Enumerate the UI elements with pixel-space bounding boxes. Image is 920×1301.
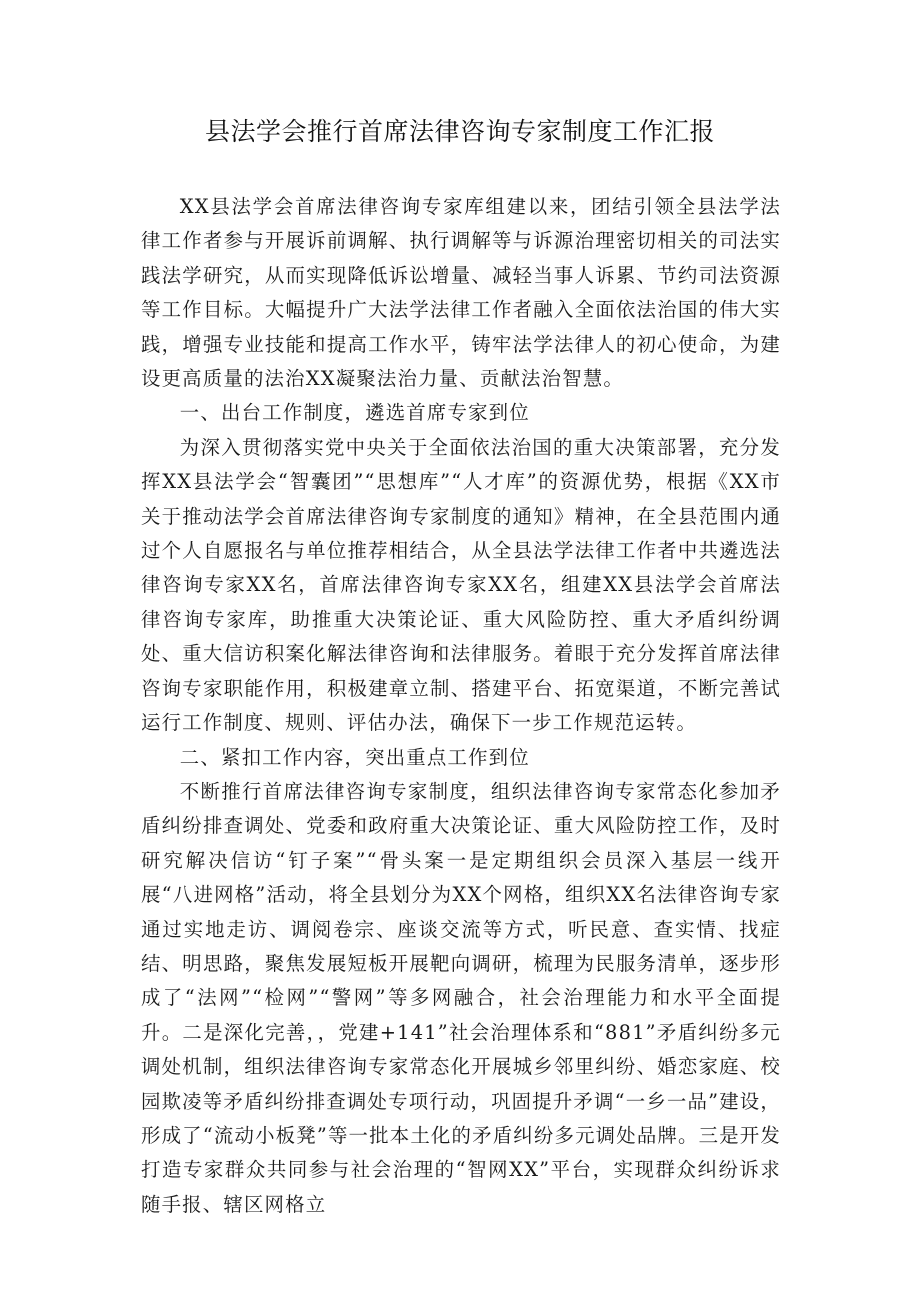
section-2-paragraph: 不断推行首席法律咨询专家制度，组织法律咨询专家常态化参加矛盾纠纷排查调处、党委和政府重大决策论证、重大风险防控工作，及时研究解决信访“钉子案”“骨头案一是定期组织会员深入基层一线开展“八进网格”活动，将全县划分为XX个网格，组织XX名法律咨询专家通过实地走访、调阅卷宗、座谈交流等方式，听民意、查实情、找症结、明思路，聚焦发展短板开展靶向调研，梳理为民服务清单，逐步形成了“法网”“检网”“警网”等多网融合，社会治理能力和水平全面提升。二是深化完善，，党建+141”社会治理体系和“881”矛盾纠纷多元调处机制，组织法律咨询专家常态化开展城乡邻里纠纷、婚恋家庭、校园欺凌等矛盾纠纷排查调处专项行动，巩固提升矛调“一乡一品”建设，形成了“流动小板凳”等一批本土化的矛盾纠纷多元调处品牌。三是开发打造专家群众共同参与社会治理的“智网XX”平台，实现群众纠纷诉求随手报、辖区网格立 <box>141 779 781 1216</box>
document-title: 县法学会推行首席法律咨询专家制度工作汇报 <box>204 117 715 146</box>
section-heading-2: 二、紧扣工作内容，突出重点工作到位 <box>179 745 530 769</box>
section-1-paragraph: 为深入贯彻落实党中央关于全面依法治国的重大决策部署，充分发挥XX县法学会“智囊团”“思想库”“人才库”的资源优势，根据《XX市关于推动法学会首席法律咨询专家制度的通知》精神，在全县范围内通过个人自愿报名与单位推荐相结合，从全县法学法律工作者中共遴选法律咨询专家XX名，首席法律咨询专家XX名，组建XX县法学会首席法律咨询专家库，助推重大决策论证、重大风险防控、重大矛盾纠纷调处、重大信访积案化解法律咨询和法律服务。着眼于充分发挥首席法律咨询专家职能作用，积极建章立制、搭建平台、拓宽渠道，不断完善试运行工作制度、规则、评估办法，确保下一步工作规范运转。 <box>141 435 781 735</box>
intro-paragraph: XX县法学会首席法律咨询专家库组建以来，团结引领全县法学法律工作者参与开展诉前调解、执行调解等与诉源治理密切相关的司法实践法学研究，从而实现降低诉讼增量、减轻当事人诉累、节约司法资源等工作目标。大幅提升广大法学法律工作者融入全面依法治国的伟大实践，增强专业技能和提高工作水平，铸牢法学法律人的初心使命，为建设更高质量的法治XX凝聚法治力量、贡献法治智慧。 <box>141 195 781 391</box>
section-heading-1: 一、出台工作制度，遴选首席专家到位 <box>179 401 530 425</box>
document-body <box>141 190 781 1222</box>
